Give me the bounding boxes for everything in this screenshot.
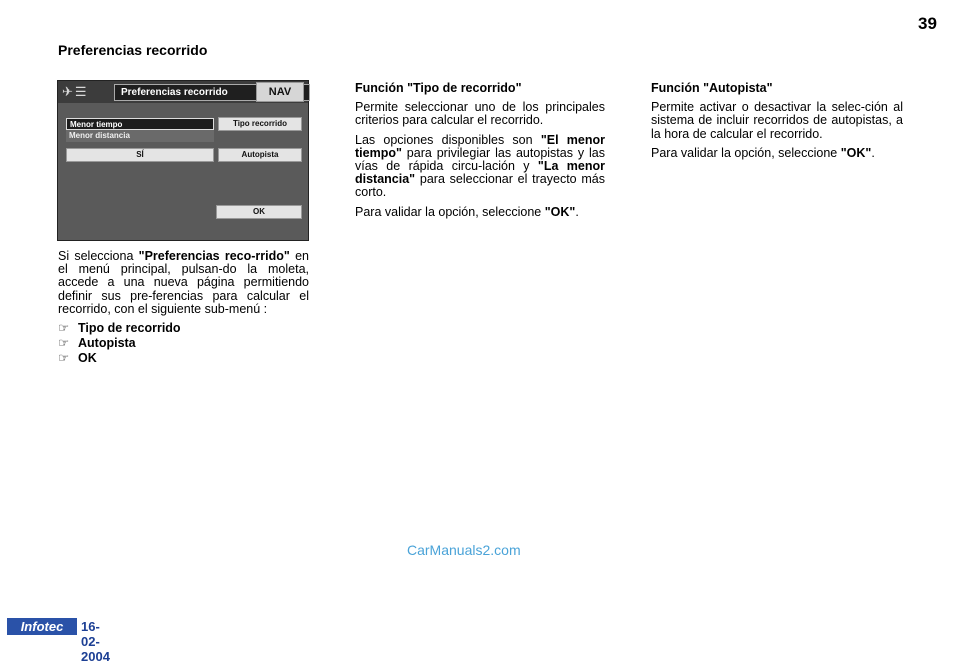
screen-yes-button: SÍ — [66, 148, 214, 162]
footer-date: 16-02-2004 — [81, 619, 110, 664]
intro-text: Si selecciona — [58, 249, 139, 263]
ok-label: "OK" — [544, 204, 576, 219]
route-type-paragraph-3 — [355, 206, 605, 219]
motorway-column — [651, 82, 903, 166]
list-item — [58, 322, 309, 335]
satellite-icon: ✈☰ — [62, 84, 89, 99]
option-fastest: "El menor tiempo" — [355, 132, 605, 160]
list-item — [58, 337, 309, 350]
list-item — [58, 352, 309, 365]
text: . — [871, 145, 875, 160]
text: Para validar la opción, seleccione — [355, 204, 545, 219]
option-shortest: "La menor distancia" — [355, 159, 605, 187]
page-number: 39 — [918, 14, 937, 33]
watermark: CarManuals2.com — [407, 542, 521, 558]
route-type-column — [355, 82, 605, 225]
pointing-hand-icon: ☞ — [58, 321, 70, 336]
screen-option-other: Menor distancia — [66, 130, 214, 142]
screen-motorway-button: Autopista — [218, 148, 302, 162]
motorway-heading: Función "Autopista" — [651, 81, 773, 95]
screen-title: Preferencias recorrido — [114, 84, 310, 101]
text: para privilegiar las autopistas y las vías de rápida circu-lación y — [355, 145, 605, 174]
infotec-logo: Infotec — [7, 618, 77, 635]
intro-column — [58, 250, 309, 368]
list-item-label: Tipo de recorrido — [78, 321, 181, 336]
navigation-screen-figure — [57, 80, 309, 241]
motorway-paragraph-2 — [651, 147, 903, 160]
motorway-paragraph-1: Permite activar o desactivar la selec-ción al sistema de incluir recorridos de autopistas, a la hora de calcular el recorrido. — [651, 100, 903, 141]
submenu-list — [58, 322, 309, 366]
screen-ok-button: OK — [216, 205, 302, 219]
list-item-label: OK — [78, 351, 97, 366]
screen-option-selected: Menor tiempo — [66, 118, 214, 130]
text: Para validar la opción, seleccione — [651, 145, 841, 160]
pointing-hand-icon: ☞ — [58, 351, 70, 366]
route-type-heading: Función "Tipo de recorrido" — [355, 81, 522, 95]
text: para seleccionar el trayecto más corto. — [355, 172, 605, 200]
intro-paragraph — [58, 250, 309, 316]
screen-nav-tab: NAV — [256, 82, 304, 102]
list-item-label: Autopista — [78, 336, 136, 351]
route-type-paragraph-2 — [355, 134, 605, 200]
route-type-paragraph-1: Permite seleccionar uno de los principales criterios para calcular el recorrido. — [355, 100, 605, 128]
screen-route-type-button: Tipo recorrido — [218, 117, 302, 131]
ok-label: "OK" — [840, 145, 872, 160]
pointing-hand-icon: ☞ — [58, 336, 70, 351]
section-title: Preferencias recorrido — [58, 42, 208, 58]
intro-text-rest: en el menú principal, pulsan-do la moleta, accede a una nueva página permitiendo definir sus pre-ferencias para calcular el recorrido, con el siguiente sub-menú : — [58, 249, 309, 316]
text: Las opciones disponibles son — [355, 132, 541, 147]
intro-menu-name: "Preferencias reco-rrido" — [138, 249, 290, 263]
text: . — [575, 204, 579, 219]
